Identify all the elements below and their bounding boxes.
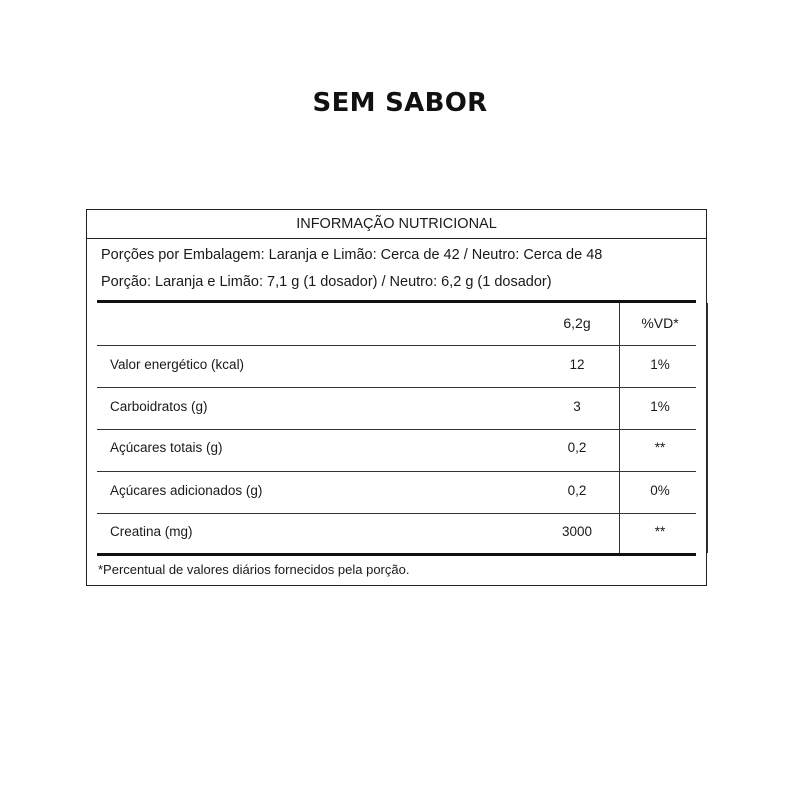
row-divider xyxy=(97,429,696,430)
servings-per-package: Porções por Embalagem: Laranja e Limão: Cerca de 42 / Neutro: Cerca de 48 xyxy=(101,247,603,263)
nutrient-name: Creatina (mg) xyxy=(110,524,193,539)
column-header-amount: 6,2g xyxy=(563,315,591,331)
footnote: *Percentual de valores diários fornecidos pela porção. xyxy=(98,562,410,577)
nutrient-dv: 1% xyxy=(650,357,670,372)
nutrient-name: Carboidratos (g) xyxy=(110,399,208,414)
row-divider xyxy=(97,513,696,514)
serving-size: Porção: Laranja e Limão: 7,1 g (1 dosador) / Neutro: 6,2 g (1 dosador) xyxy=(101,274,552,290)
nutrient-name: Valor energético (kcal) xyxy=(110,357,245,372)
nutrient-dv: 1% xyxy=(650,399,670,414)
nutrition-facts-label xyxy=(86,209,707,586)
column-divider xyxy=(619,303,620,553)
row-divider xyxy=(97,387,696,388)
divider-bottom xyxy=(97,553,696,556)
row-divider xyxy=(97,471,696,472)
nutrient-amount: 3 xyxy=(573,399,581,414)
nutrient-amount: 3000 xyxy=(561,524,593,539)
nutrient-name: Açúcares totais (g) xyxy=(110,440,223,455)
column-header-dv: %VD* xyxy=(641,315,679,331)
nutrient-dv: ** xyxy=(654,440,666,455)
nutrient-name: Açúcares adicionados (g) xyxy=(110,483,263,498)
column-divider xyxy=(707,303,708,553)
nutrient-dv: ** xyxy=(654,524,666,539)
nutrient-amount: 0,2 xyxy=(567,440,587,455)
page-title: SEM SABOR xyxy=(312,88,488,118)
nutrient-dv: 0% xyxy=(650,483,670,498)
nutrient-amount: 12 xyxy=(569,357,585,372)
label-header: INFORMAÇÃO NUTRICIONAL xyxy=(87,210,706,239)
row-divider xyxy=(97,345,696,346)
divider-top xyxy=(97,300,696,303)
nutrient-amount: 0,2 xyxy=(567,483,587,498)
